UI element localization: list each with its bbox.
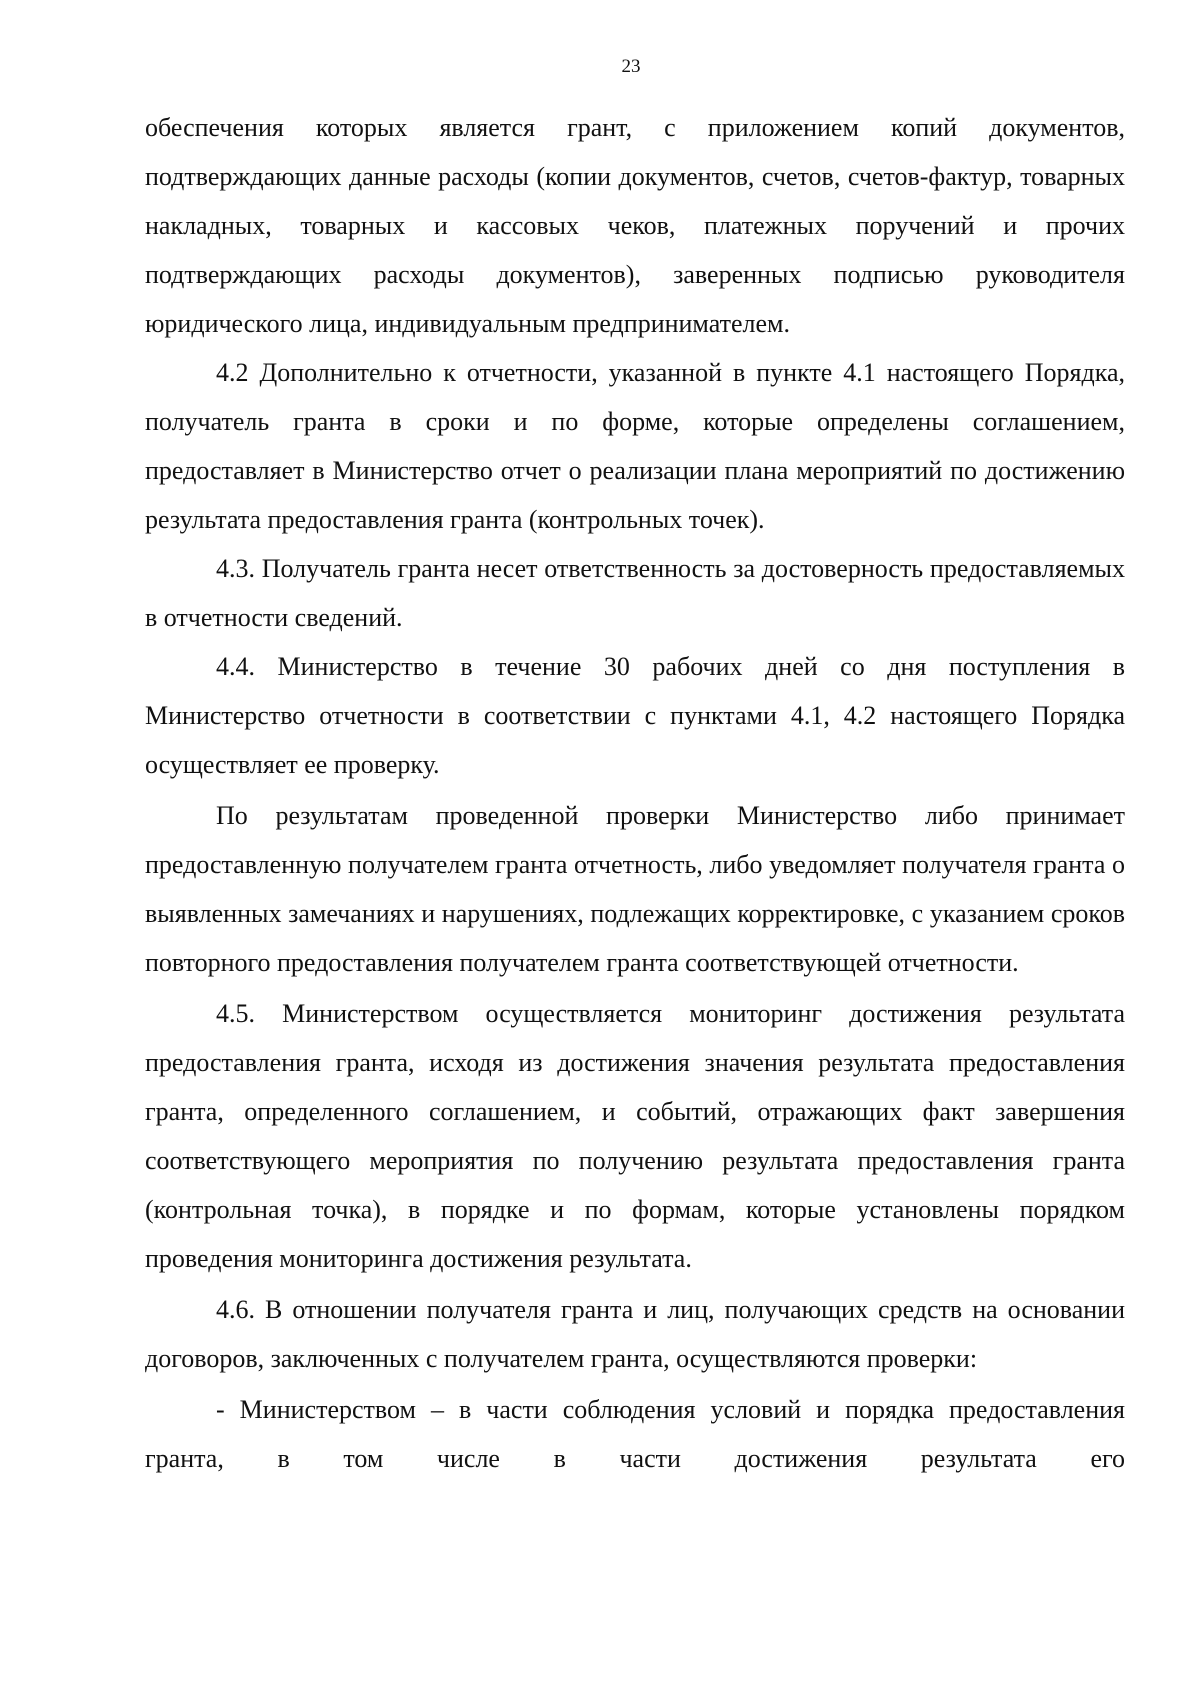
paragraph-verification-results: По результатам проведенной проверки Министерство либо принимает предоставленную получателем гранта отчетность, либо уведомляет получателя гранта о выявленных замечаниях и нарушениях, подлежащих корректировке, с указанием сроков повторного предоставления получателем гранта соответствующей отчетности. [145,801,1125,977]
paragraph-4-3: 4.3. Получатель гранта несет ответственность за достоверность предоставляемых в отчетности сведений. [145,554,1125,632]
paragraph-4-2: 4.2 Дополнительно к отчетности, указанной в пункте 4.1 настоящего Порядка, получатель гранта в сроки и по форме, которые определены соглашением, предоставляет в Министерство отчет о реализации плана мероприятий по достижению результата предоставления гранта (контрольных точек). [145,358,1125,534]
page-number: 23 [621,56,641,77]
paragraph-4-4: 4.4. Министерство в течение 30 рабочих дней со дня поступления в Министерство отчетности в соответствии с пунктами 4.1, 4.2 настоящего Порядка осуществляет ее проверку. [145,652,1125,779]
document-body [145,103,1125,1483]
paragraph-4-6: 4.6. В отношении получателя гранта и лиц, получающих средств на основании договоров, заключенных с получателем гранта, осуществляются проверки: [145,1295,1125,1373]
paragraph-4-5: 4.5. Министерством осуществляется мониторинг достижения результата предоставления гранта, исходя из достижения значения результата предоставления гранта, определенного соглашением, и событий, отражающих факт завершения соответствующего мероприятия по получению результата предоставления гранта (контрольная точка), в порядке и по формам, которые установлены порядком проведения мониторинга достижения результата. [145,999,1125,1273]
paragraph-continuation: обеспечения которых является грант, с приложением копий документов, подтверждающих данные расходы (копии документов, счетов, счетов-фактур, товарных накладных, товарных и кассовых чеков, платежных поручений и прочих подтверждающих расходы документов), заверенных подписью руководителя юридического лица, индивидуальным предпринимателем. [145,113,1125,338]
paragraph-ministry-checks: - Министерством – в части соблюдения условий и порядка предоставления гранта, в том числе в части достижения результата его [145,1395,1125,1473]
